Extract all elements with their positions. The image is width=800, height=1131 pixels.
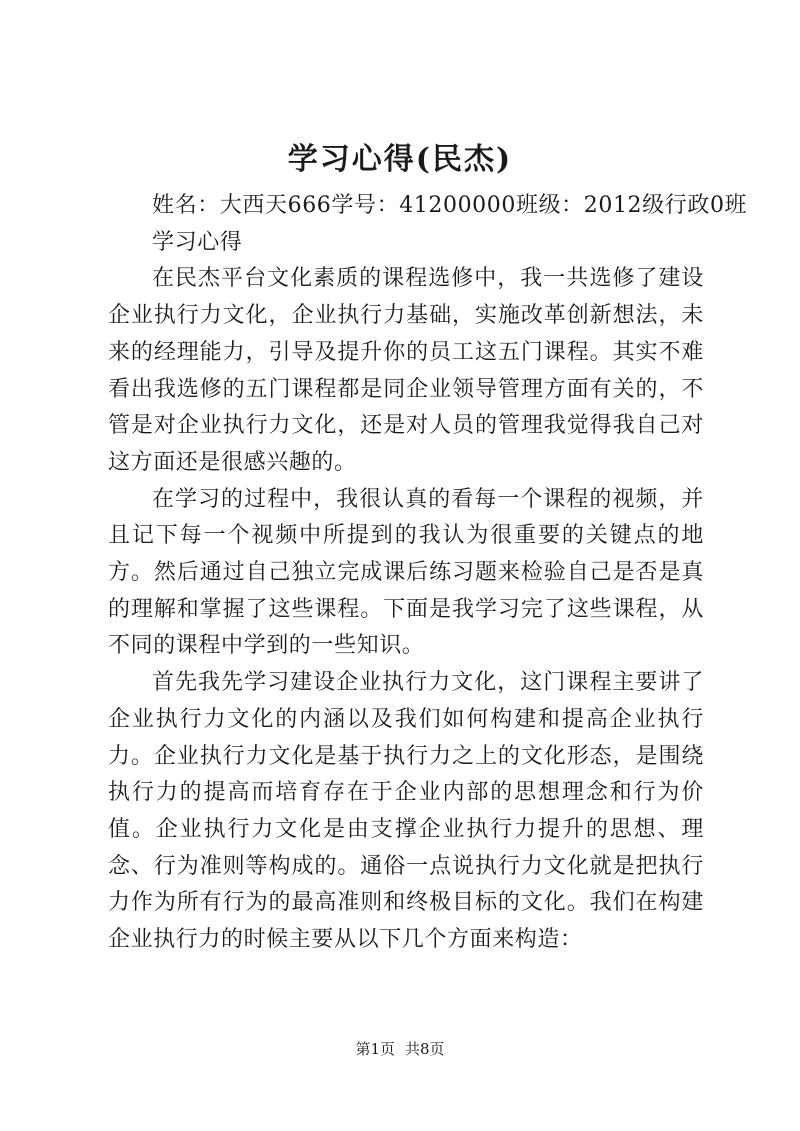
paragraph-1: 在民杰平台文化素质的课程选修中，我一共选修了建设企业执行力文化，企业执行力基础，实施改革创新想法，未来的经理能力，引导及提升你的员工这五门课程。其实不难看出我选修的五门课程都是同企业领导管理方面有关的，不管是对企业执行力文化，还是对人员的管理我觉得我自己对这方面还是很感兴趣的。 (108, 266, 704, 475)
student-info-line: 姓名：大西天666学号：41200000班级：2012级行政0班 (152, 193, 748, 218)
document-body (108, 188, 748, 959)
paragraph-2: 在学习的过程中，我很认真的看每一个课程的视频，并且记下每一个视频中所提到的我认为很重要的关键点的地方。然后通过自己独立完成课后练习题来检验自己是否是真的理解和掌握了这些课程。下面是我学习完了这些课程，从不同的课程中学到的一些知识。 (108, 486, 704, 659)
document-title: 学习心得(民杰) (287, 142, 513, 177)
page-footer (0, 1039, 800, 1059)
subheading: 学习心得 (152, 229, 243, 255)
paragraph-3: 首先我先学习建设企业执行力文化，这门课程主要讲了企业执行力文化的内涵以及我们如何构建和提高企业执行力。企业执行力文化是基于执行力之上的文化形态，是围绕执行力的提高而培育存在于企业内部的思想理念和行为价值。企业执行力文化是由支撑企业执行力提升的思想、理念、行为准则等构成的。通俗一点说执行力文化就是把执行力作为所有行为的最高准则和终极目标的文化。我们在构建企业执行力的时候主要从以下几个方面来构造： (108, 670, 704, 953)
page-total: 共8页 (405, 1040, 445, 1058)
page-number: 第1页 (355, 1040, 395, 1058)
